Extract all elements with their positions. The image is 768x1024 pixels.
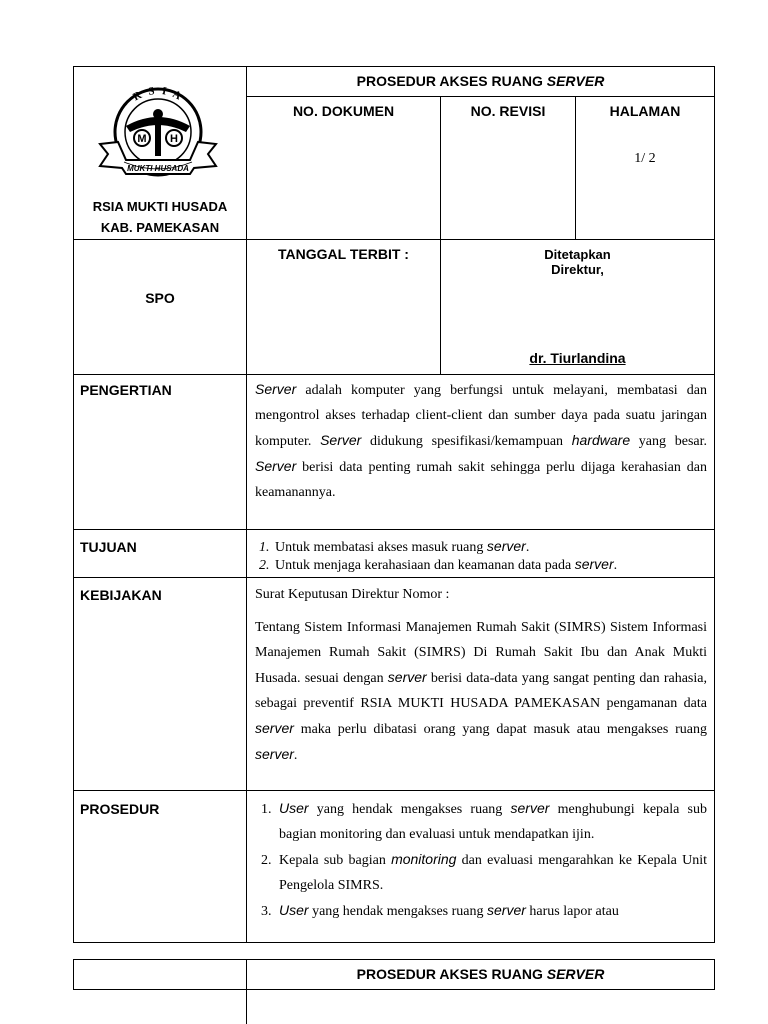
document-title: PROSEDUR AKSES RUANG SERVER <box>356 73 605 89</box>
pengertian-text: Server adalah komputer yang berfungsi untuk melayani, membatasi dan mengontrol akses terhadap client-client dan sumber daya pada suatu jaringan komputer. Server didukung spesifikasi/kemampuan hardware yang besar. Server berisi data penting rumah sakit sehingga perlu dijaga kerahasian dan keamanannya. <box>255 381 707 500</box>
prosedur-item: 3. User yang hendak mengakses ruang server harus lapor atau <box>275 898 707 924</box>
tujuan-label: TUJUAN <box>80 539 137 555</box>
prosedur-label: PROSEDUR <box>80 801 160 817</box>
prosedur-item: 2. Kepala sub bagian monitoring dan evaluasi mengarahkan ke Kepala Unit Pengelola SIMRS. <box>275 847 707 898</box>
col-halaman: HALAMAN <box>609 103 681 119</box>
prosedur-item: 1. User yang hendak mengakses ruang server menghubungi kepala sub bagian monitoring dan evaluasi untuk mendapatkan ijin. <box>275 796 707 847</box>
org-name: RSIA MUKTI HUSADA <box>92 199 228 214</box>
col-no-revisi: NO. REVISI <box>470 103 546 119</box>
tujuan-list <box>255 538 707 574</box>
org-region: KAB. PAMEKASAN <box>100 220 220 235</box>
kebijakan-text: Tentang Sistem Informasi Manajemen Rumah Sakit (SIMRS) Sistem Informasi Manajemen Rumah Sakit (SIMRS) Di Rumah Sakit Ibu dan Anak Mukti Husada. sesuai dengan server berisi data-data yang sangat penting dan rahasia, sebagai preventif RSIA MUKTI HUSADA PAMEKASAN pengamanan data server maka perlu dibatasi orang yang dapat masuk atau mengakses ruang server. <box>255 620 707 763</box>
signatory-name: dr. Tiurlandina <box>529 350 626 366</box>
logo-arc-text: R S I A <box>131 84 185 104</box>
hospital-logo <box>96 82 220 182</box>
direktur-label: Direktur, <box>551 262 604 277</box>
ditetapkan-label: Ditetapkan <box>544 247 611 262</box>
tujuan-item: 1. Untuk membatasi akses masuk ruang server. <box>273 538 707 556</box>
tujuan-item: 2. Untuk menjaga kerahasiaan dan keamanan data pada server. <box>273 556 707 574</box>
col-no-dokumen: NO. DOKUMEN <box>292 103 395 119</box>
kebijakan-intro: Surat Keputusan Direktur Nomor : <box>255 587 450 602</box>
page2-document-title: PROSEDUR AKSES RUANG SERVER <box>356 966 605 982</box>
pengertian-label: PENGERTIAN <box>80 382 172 398</box>
logo-letter-m: M <box>137 133 147 145</box>
tanggal-terbit-label: TANGGAL TERBIT : <box>278 246 409 262</box>
spo-label: SPO <box>145 290 175 306</box>
logo-ribbon-text: MUKTI HUSADA <box>127 164 189 173</box>
kebijakan-label: KEBIJAKAN <box>80 587 162 603</box>
logo-letter-h: H <box>170 133 178 145</box>
prosedur-list <box>251 796 707 924</box>
svg-text:R S I A <box>131 85 185 103</box>
halaman-value: 1/ 2 <box>634 151 656 166</box>
